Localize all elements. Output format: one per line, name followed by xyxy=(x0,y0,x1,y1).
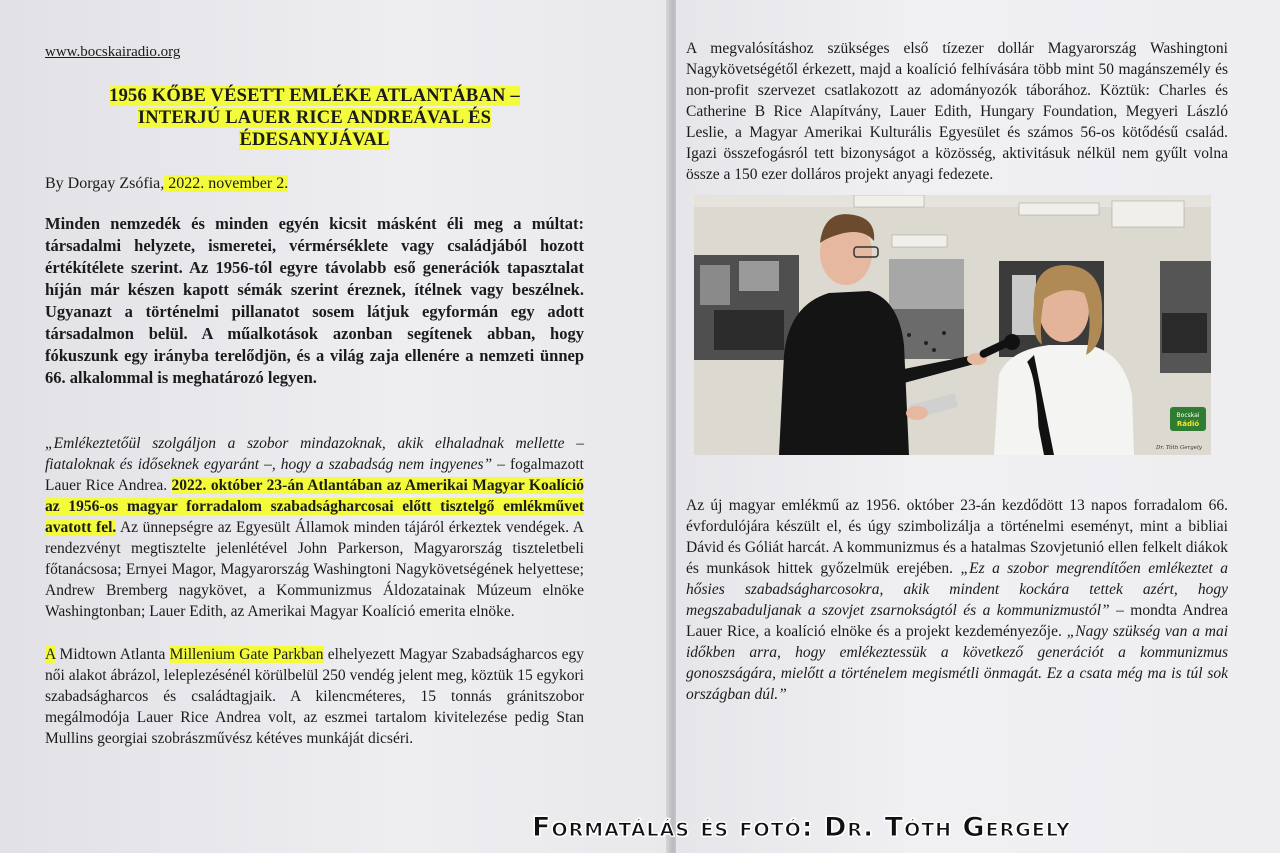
paragraph-statue xyxy=(45,644,584,749)
rice-quote-2: „Nagy szükség van a mai időkben arra, hogy emlékeztessük a következő generációt a kommunizmus gonoszságára, mielőtt a történelem megismétli önmagát. Ez a csata még ma is túl sok országban dúl.” xyxy=(686,623,1229,703)
midtown-text: Midtown Atlanta xyxy=(55,646,170,663)
watermark-logo-line1: Bocskai xyxy=(1176,412,1200,419)
quote-attribution: – fogalmazott Lauer Rice Andrea. xyxy=(45,456,584,494)
title-line-3: ÉDESANYJÁVAL xyxy=(239,130,390,150)
rice-quote-1: „Ez a szobor megrendítően emlékeztet a hősies szabadságharcosokra, akik mindent kockára tettek azért, hogy megszabaduljanak a szovjet zsarnokságtól és a kommunizmustól” xyxy=(686,560,1228,619)
title-line-2: INTERJÚ LAUER RICE ANDREÁVAL ÉS xyxy=(137,108,492,128)
byline-date: 2022. november 2. xyxy=(164,175,289,192)
photo-credit: Formatálás és fotó: Dr. Tóth Gergely xyxy=(532,812,1071,843)
guests-text: Az ünnepségre az Egyesült Államok minden tájáról érkeztek vendégek. A rendezvényt megtisztelte jelenlétével John Parkerson, Magyarország tiszteletbeli főtanácsosa; Ernyei Magor, Magyarország Washingtoni Nagykövetségének helyettese; Andrew Bremberg nagykövet, a Kommunizmus Áldozatainak Múzeum elnöke Washingtonban; Lauer Edith, az Amerikai Magyar Koalíció emerita elnöke. xyxy=(45,519,584,620)
park-name: Millenium Gate Parkban xyxy=(169,646,324,663)
watermark-logo-line2: Rádió xyxy=(1176,420,1200,428)
article-title xyxy=(45,85,584,151)
interview-photo-illustration xyxy=(694,195,1211,455)
interview-photo xyxy=(694,195,1211,455)
byline-author: By Dorgay Zsófia, xyxy=(45,175,165,192)
ceremony-highlight: 2022. október 23-án Atlantában az Amerikai Magyar Koalíció az 1956-os magyar forradalom szabadságharcosai előtt tisztelgő emlékművet avatott fel. xyxy=(45,477,584,536)
photo-signature: Dr. Tóth Gergely xyxy=(1156,445,1202,451)
byline xyxy=(45,175,584,193)
highlight-a: A xyxy=(45,646,56,663)
paragraph-funding: A megvalósításhoz szükséges első tízezer dollár Magyarország Washingtoni Nagykövetségétől érkezett, majd a koalíció felhívására több mint 50 magánszemély és non-profit szervezet csatlakozott az adományozók táborához. Köztük: Charles és Catherine B Rice Alapítvány, Lauer Edith, Hungary Foundation, Megyeri László Leslie, a Magyar Amerikai Kulturális Egyesület és számos 56-os kötődésű család. Igazi összefogásról tett bizonyságot a közösség, aktivitásuk nélkül nem gyűlt volna össze a 150 ezer dolláros projekt anyagi fedezete. xyxy=(686,40,1228,183)
paragraph-monument xyxy=(686,495,1228,705)
website-link[interactable]: www.bocskairadio.org xyxy=(45,44,181,60)
right-page xyxy=(676,0,1280,853)
rice-attribution: – mondta Andrea Lauer Rice, a koalíció elnöke és a projekt kezdeményezője. xyxy=(686,602,1228,640)
lead-paragraph: Minden nemzedék és minden egyén kicsit másként éli meg a múltat: társadalmi helyzete, ismeretei, vérmérséklete vagy családjából hozott értékítélete szerint. Az 1956-tól egyre távolabb eső generációk tapasztalat híján már készen kapott sémák szerint éreznek, ítélnek vagy beszélnek. Ugyanazt a történelmi pillanatot sosem látjuk egyformán egy adott társadalmon belül. A műalkotások azonban segítenek abban, hogy fókuszunk egy irányba terelődjön, és a világ zaja ellenére a nemzeti ünnep 66. alkalommal is meghatározó legyen. xyxy=(45,214,584,387)
paragraph-ceremony xyxy=(45,433,584,622)
andrea-quote: „Emlékeztetőül szolgáljon a szobor mindazoknak, akik elhaladnak mellette – fiataloknak és időseknek egyaránt –, hogy a szabadság nem ingyenes” xyxy=(45,435,584,473)
statue-text: elhelyezett Magyar Szabadságharcos egy női alakot ábrázol, leleplezésénél körülbelül 250 vendég jelent meg, köztük 15 egykori szabadságharcos és családtagjaik. A kilencméteres, 15 tonnás gránitszobor megálmodója Lauer Rice Andrea volt, az eszmei tartalom kivitelezése pedig Stan Mullins georgiai szobrászművész kétéves munkáját dicséri. xyxy=(45,646,584,747)
title-line-1: 1956 KŐBE VÉSETT EMLÉKE ATLANTÁBAN – xyxy=(109,86,520,106)
monument-text: Az új magyar emlékmű az 1956. október 23-án kezdődött 13 napos forradalom 66. évfordulójára készült el, és úgy szimbolizálja a történelmi eseményt, mint a bibliai Dávid és Góliát harcát. A kommunizmus és a hatalmas Szovjetunió ellen felkelt diákok és munkások hittek győzelmük erejében. xyxy=(686,497,1228,577)
